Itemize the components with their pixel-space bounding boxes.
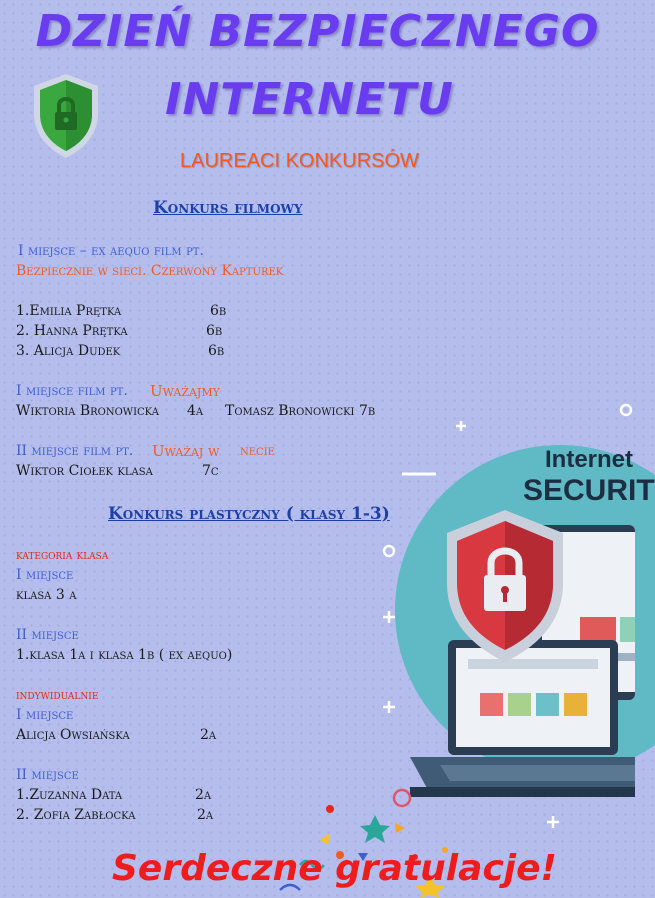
- illustration-text-security: SECURIT: [523, 474, 655, 507]
- winner-class: 6b: [210, 303, 227, 319]
- winner-name: 1.Zuzanna Data: [16, 787, 123, 803]
- film-contest-heading: Konkurs filmowy: [153, 198, 303, 218]
- winner-name: 1.klasa 1a i klasa 1b ( ex aequo): [16, 647, 233, 663]
- winner-class: 2a: [195, 787, 212, 803]
- winner-class: 4a: [187, 403, 204, 419]
- film-second-title-a: Uważaj w: [152, 442, 220, 460]
- green-shield-lock-icon: [30, 70, 102, 162]
- winner-name: Wiktor Ciołek klasa: [16, 463, 153, 479]
- winner-name: klasa 3 a: [16, 587, 77, 603]
- page-title-line2: INTERNETU: [165, 74, 454, 125]
- winner-name: Wiktoria Bronowicka: [16, 403, 159, 419]
- film-first-exaequo-title: Bezpiecznie w sieci. Czerwony Kapturek: [16, 263, 284, 279]
- winner-class: 2a: [197, 807, 214, 823]
- winner-name: 1.Emilia Prętka: [16, 303, 122, 319]
- place-label: II miejsce: [16, 767, 79, 783]
- place-label: I miejsce: [16, 707, 74, 723]
- place-label: I miejsce: [16, 567, 74, 583]
- winner-name: 2. Zofia Zabłocka: [16, 807, 136, 823]
- film-second-title-b: necie: [240, 443, 275, 459]
- winner-class: 6b: [208, 343, 225, 359]
- subtitle: LAUREACI KONKURSÓW: [180, 150, 419, 172]
- winner-class: 7c: [202, 463, 219, 479]
- illustration-text-internet: Internet: [545, 446, 634, 473]
- film-first-label: I miejsce film pt.: [16, 383, 128, 399]
- art-contest-heading: Konkurs plastyczny ( klasy 1-3): [108, 504, 390, 524]
- congratulations-text: Serdeczne gratulacje!: [112, 848, 557, 889]
- place-label: II miejsce: [16, 627, 79, 643]
- category-individual-label: indywidualnie: [16, 688, 99, 703]
- winner-name: Alicja Owsiańska: [16, 727, 130, 743]
- winner-name: Tomasz Bronowicki 7b: [225, 403, 376, 419]
- category-class-label: kategoria klasa: [16, 548, 109, 563]
- film-first-title: Uważajmy: [150, 382, 220, 400]
- winner-name: 3. Alicja Dudek: [16, 343, 121, 359]
- winner-class: 2a: [200, 727, 217, 743]
- page-title-line1: DZIEŃ BEZPIECZNEGO: [35, 6, 600, 57]
- film-second-label: II miejsce film pt.: [16, 443, 134, 459]
- winner-name: 2. Hanna Prętka: [16, 323, 128, 339]
- film-first-exaequo-label: I miejsce – ex aequo film pt.: [18, 243, 204, 259]
- winner-class: 6b: [206, 323, 223, 339]
